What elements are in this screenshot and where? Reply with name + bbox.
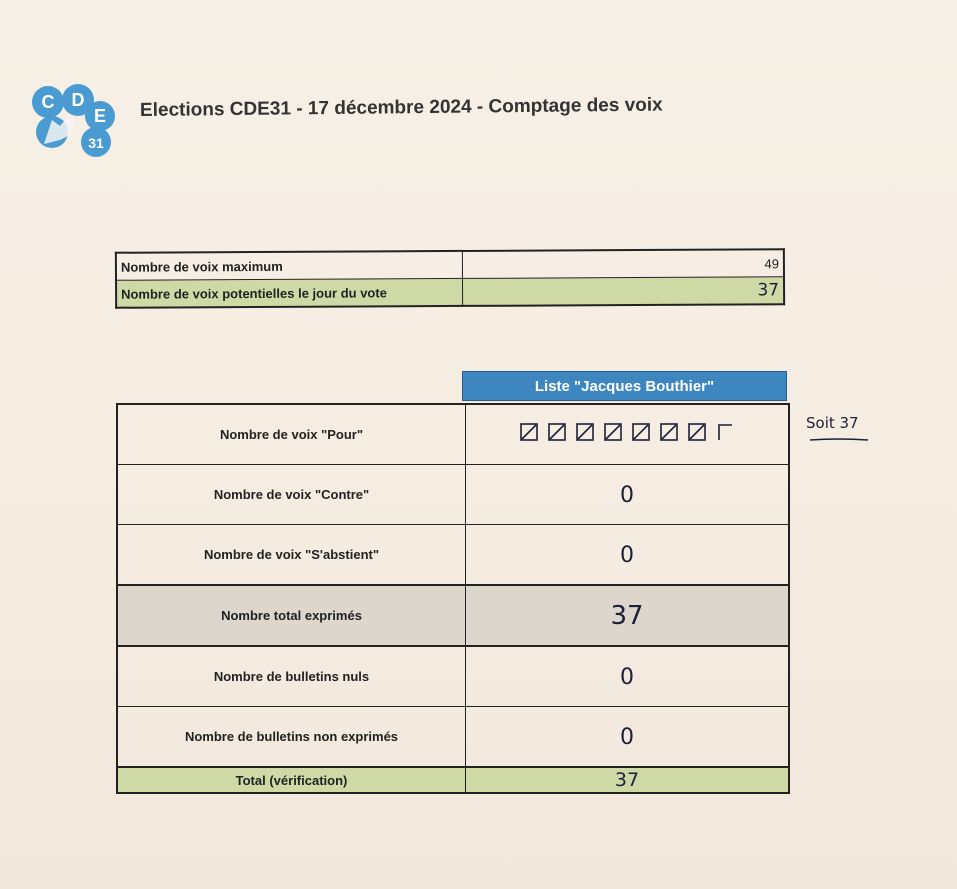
logo-number-31: 31 [88,135,104,151]
pour-tally-cell [466,404,790,465]
row-abstient [117,525,789,586]
non-exprimes-label: Nombre de bulletins non exprimés [117,707,466,768]
results-table [116,403,790,794]
row-total-exprimes [117,585,789,646]
document-title: Elections CDE31 - 17 décembre 2024 - Comptage des voix [139,94,663,121]
total-exprimes-handwritten: 37 [610,600,644,631]
voix-row-potential [116,277,784,308]
row-pour [117,404,789,465]
tally-box-1 [519,422,539,442]
pour-label: Nombre de voix "Pour" [117,404,466,465]
margin-note: Soit 37 [806,414,859,432]
voix-potential-label: Nombre de voix potentielles le jour du vote [116,278,463,307]
verification-handwritten: 37 [614,769,640,791]
tally-box-3 [575,422,595,442]
nuls-value [466,646,790,707]
tally-box-2 [547,422,567,442]
contre-value [466,465,790,525]
voix-potential-value [462,277,784,306]
row-contre [117,465,789,525]
abstient-handwritten: 0 [620,542,634,568]
abstient-label: Nombre de voix "S'abstient" [117,525,466,586]
row-non-exprimes [117,707,789,768]
cde31-logo [30,84,118,158]
logo-letter-d: D [71,90,85,110]
abstient-value [466,525,790,586]
list-header: Liste "Jacques Bouthier" [462,371,787,401]
voix-max-label: Nombre de voix maximum [116,251,463,280]
voix-summary-table [115,248,785,309]
pour-tally-marks [519,422,735,442]
logo-letter-c: C [41,92,55,112]
tally-box-4 [603,422,623,442]
row-total-verification [117,767,789,793]
margin-note-underline [808,436,872,444]
total-exprimes-value [466,585,790,646]
contre-label: Nombre de voix "Contre" [117,465,466,525]
tally-box-6 [659,422,679,442]
contre-handwritten: 0 [620,482,634,508]
non-exprimes-handwritten: 0 [620,724,634,750]
tally-box-7 [687,422,707,442]
logo-letter-e: E [93,106,107,126]
row-nuls [117,646,789,707]
nuls-handwritten: 0 [620,664,634,690]
verification-value [466,767,790,793]
nuls-label: Nombre de bulletins nuls [117,646,466,707]
non-exprimes-value [466,707,790,768]
voix-max-value: 49 [462,249,784,278]
verification-label: Total (vérification) [117,767,466,793]
total-exprimes-label: Nombre total exprimés [117,585,466,646]
voix-row-max [116,249,784,280]
voix-potential-handwritten: 37 [757,280,780,301]
tally-partial [715,422,735,442]
tally-box-5 [631,422,651,442]
